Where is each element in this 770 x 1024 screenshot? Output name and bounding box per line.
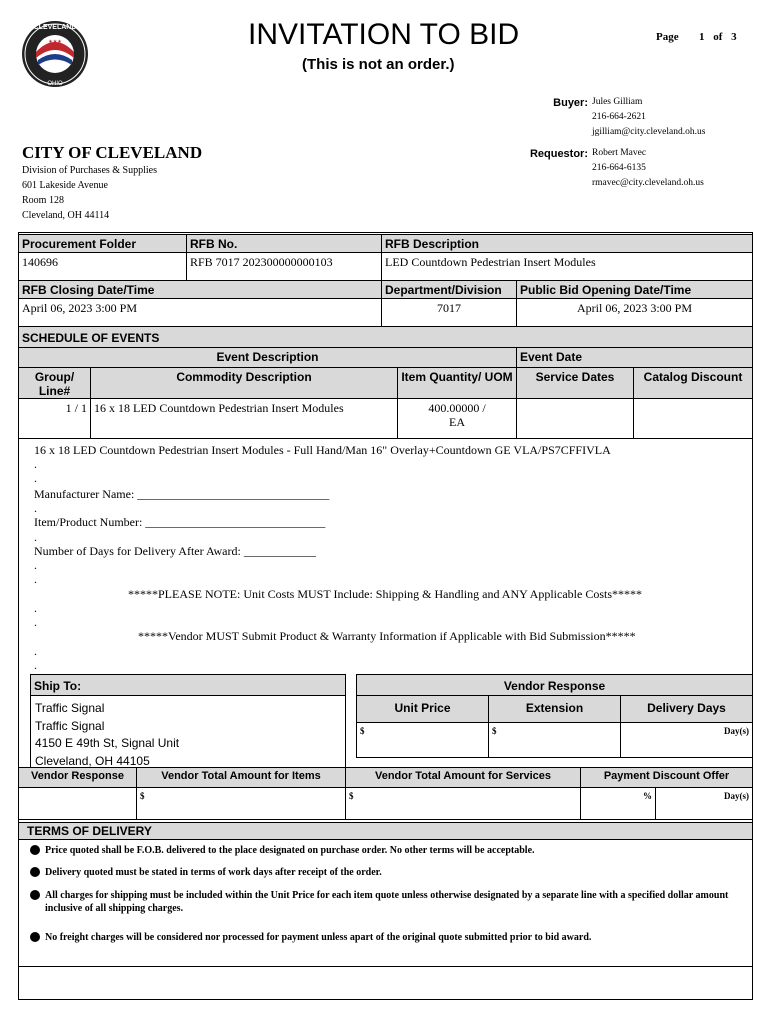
page-title: INVITATION TO BID — [248, 18, 520, 51]
item-line-number: 1 / 1 — [18, 398, 91, 439]
item-description: 16 x 18 LED Countdown Pedestrian Insert Modules — [90, 398, 398, 439]
procurement-folder-value: 140696 — [18, 252, 187, 281]
manufacturer-name-field[interactable]: Manufacturer Name: ________________________________ — [34, 487, 330, 501]
requestor-label: Requestor: — [529, 148, 588, 160]
delivery-days-header: Delivery Days — [620, 695, 753, 723]
org-address — [22, 163, 157, 223]
spacer-dot: . — [34, 601, 37, 615]
spacer-dot: . — [34, 558, 37, 572]
discount-days-input[interactable]: Day(s) — [655, 787, 753, 820]
group-line-header: Group/ Line# — [18, 367, 91, 399]
svg-text:★★★: ★★★ — [48, 40, 62, 45]
total-services-header: Vendor Total Amount for Services — [345, 767, 581, 788]
service-dates-header: Service Dates — [516, 367, 634, 399]
org-address-line: 601 Lakeside Avenue — [22, 180, 108, 191]
terms-item: No freight charges will be considered nor processed for payment unless apart of the original quote submitted prior to bid award. — [30, 931, 730, 944]
service-dates-value[interactable] — [516, 398, 634, 439]
item-number-field[interactable]: Item/Product Number: ______________________________ — [34, 515, 326, 529]
ship-to-line: Traffic Signal — [35, 701, 105, 715]
ship-to-address — [35, 700, 179, 770]
ship-to-line: 4150 E 49th St, Signal Unit — [35, 736, 180, 750]
item-quantity — [397, 398, 517, 439]
extension-header: Extension — [488, 695, 621, 723]
unit-price-input[interactable]: $ — [356, 722, 489, 758]
rfb-no-header: RFB No. — [186, 234, 382, 253]
terms-item: Delivery quoted must be stated in terms of work days after receipt of the order. — [30, 866, 730, 879]
vendor-response-header: Vendor Response — [356, 674, 753, 696]
item-quantity-value: 400.00000 / — [428, 401, 486, 415]
requestor-name: Robert Mavec — [592, 148, 647, 158]
spacer-dot: . — [34, 457, 37, 471]
discount-offer-header: Payment Discount Offer — [580, 767, 753, 788]
department-value: 7017 — [381, 298, 517, 327]
ship-to-header: Ship To: — [30, 674, 346, 696]
buyer-label: Buyer: — [553, 97, 588, 109]
total-items-input[interactable]: $ — [136, 787, 346, 820]
requestor-email[interactable]: rmavec@city.cleveland.oh.us — [592, 178, 704, 188]
terms-item: All charges for shipping must be included within the Unit Price for each item quote unless otherwise designated by a separate line with a specified dollar amount inclusive of all shipping charges. — [30, 889, 730, 915]
buyer-contact — [592, 95, 705, 140]
city-seal-logo — [20, 12, 90, 92]
ship-to-line: Traffic Signal — [35, 718, 105, 733]
org-address-line: Division of Purchases & Supplies — [22, 165, 157, 176]
bid-opening-value: April 06, 2023 3:00 PM — [516, 298, 753, 327]
total-items-header: Vendor Total Amount for Items — [136, 767, 346, 788]
schedule-of-events-header: SCHEDULE OF EVENTS — [18, 326, 753, 348]
spacer-dot: . — [34, 615, 37, 629]
item-quantity-header: Item Quantity/ UOM — [397, 367, 517, 399]
procurement-folder-header: Procurement Folder — [18, 234, 187, 253]
detail-description: 16 x 18 LED Countdown Pedestrian Insert Modules - Full Hand/Man 16" Overlay+Countdown GE VLA/PS7CFFIVLA — [34, 443, 611, 457]
item-uom-value: EA — [449, 415, 465, 429]
total-services-input[interactable]: $ — [345, 787, 581, 820]
bid-opening-header: Public Bid Opening Date/Time — [516, 280, 753, 299]
org-name: CITY OF CLEVELAND — [22, 143, 203, 162]
buyer-phone: 216-664-2621 — [592, 112, 646, 122]
unit-price-header: Unit Price — [356, 695, 489, 723]
extension-input[interactable]: $ — [488, 722, 621, 758]
event-description-header: Event Description — [18, 347, 517, 368]
spacer-dot: . — [34, 471, 37, 485]
spacer-dot: . — [34, 644, 37, 658]
rfb-no-value: RFB 7017 202300000000103 — [186, 252, 382, 281]
vendor-response-label: Vendor Response — [18, 767, 137, 788]
commodity-description-header: Commodity Description — [90, 367, 398, 399]
spacer-dot: . — [34, 501, 37, 515]
requestor-phone: 216-664-6135 — [592, 163, 646, 173]
department-header: Department/Division — [381, 280, 517, 299]
shipping-note: *****PLEASE NOTE: Unit Costs MUST Include: Shipping & Handling and ANY Applicable Costs***** — [128, 587, 642, 601]
svg-text:OHIO: OHIO — [47, 81, 63, 87]
svg-text:CLEVELAND: CLEVELAND — [33, 24, 77, 31]
org-address-line: Room 128 — [22, 195, 64, 206]
page-label: Page — [656, 31, 679, 43]
delivery-days-input[interactable]: Day(s) — [620, 722, 753, 758]
requestor-contact — [592, 146, 704, 191]
org-address-line: Cleveland, OH 44114 — [22, 210, 110, 221]
catalog-discount-value[interactable] — [633, 398, 753, 439]
rfb-description-header: RFB Description — [381, 234, 753, 253]
discount-percent-input[interactable]: % — [580, 787, 656, 820]
spacer-dot: . — [34, 658, 37, 672]
event-date-header: Event Date — [516, 347, 753, 368]
closing-date-value: April 06, 2023 3:00 PM — [18, 298, 382, 327]
buyer-name: Jules Gilliam — [592, 97, 643, 107]
page-number: 1 of 3 — [699, 31, 737, 43]
terms-of-delivery-header: TERMS OF DELIVERY — [18, 822, 753, 840]
spacer-dot: . — [34, 572, 37, 586]
ship-to-line: Cleveland, OH 44105 — [35, 753, 150, 768]
vendor-response-cell — [18, 787, 137, 820]
warranty-note: *****Vendor MUST Submit Product & Warranty Information if Applicable with Bid Submission***** — [138, 629, 636, 643]
buyer-email[interactable]: jgilliam@city.cleveland.oh.us — [592, 127, 706, 137]
terms-item: Price quoted shall be F.O.B. delivered to the place designated on purchase order. No other terms will be acceptable. — [30, 844, 730, 857]
delivery-days-field[interactable]: Number of Days for Delivery After Award: ____________ — [34, 544, 316, 558]
catalog-discount-header: Catalog Discount — [633, 367, 753, 399]
rfb-description-value: LED Countdown Pedestrian Insert Modules — [381, 252, 753, 281]
closing-date-header: RFB Closing Date/Time — [18, 280, 382, 299]
page-subtitle: (This is not an order.) — [302, 56, 455, 73]
spacer-dot: . — [34, 530, 37, 544]
